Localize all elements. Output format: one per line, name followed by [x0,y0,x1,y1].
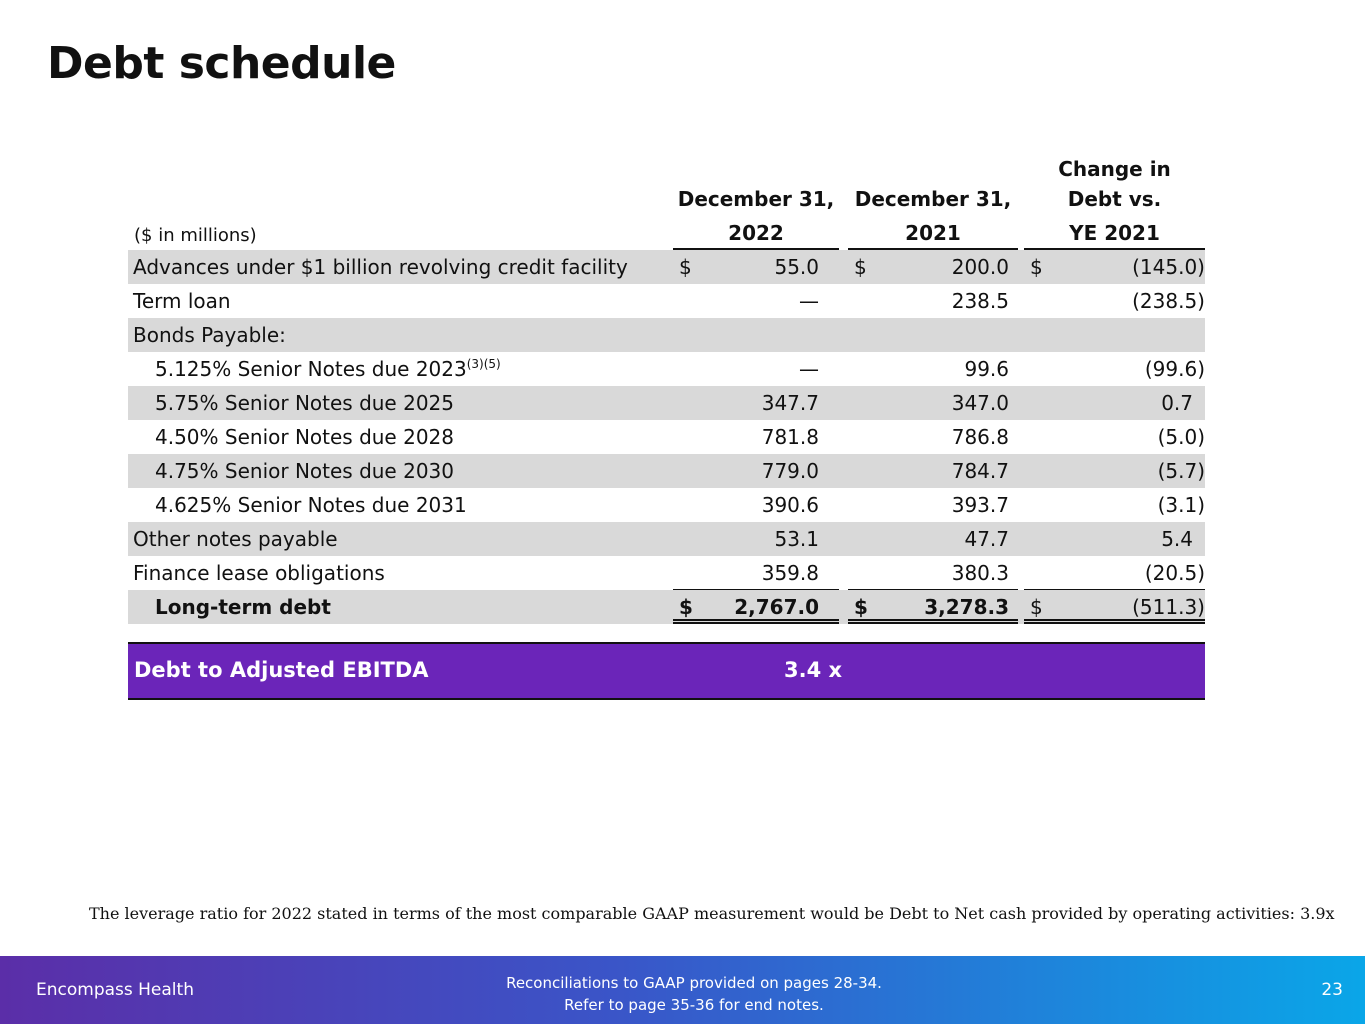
total-double-rule [673,619,839,624]
value-2021: 784.7 [951,459,1009,483]
col-2022-header: December 31, 2022 [677,187,835,245]
currency-symbol: $ [679,595,693,619]
currency-symbol: $ [679,255,692,279]
row-label: Advances under $1 billion revolving credit facility [133,255,628,279]
value-2021: 238.5 [951,289,1009,313]
value-change: (20.5) [1144,561,1205,585]
value-change: 0.7 [1161,391,1193,415]
units-label: ($ in millions) [134,225,257,246]
value-change: (99.6) [1144,357,1205,381]
ebitda-value: 3.4 x [784,658,843,682]
value-2021: 47.7 [964,527,1009,551]
value-2021: 380.3 [951,561,1009,585]
table-row [128,454,1205,488]
table-row [128,488,1205,522]
value-2022: — [799,289,819,313]
col-2021-header: December 31, 2021 [854,187,1012,245]
total-row [128,590,1205,624]
total-double-rule [1024,619,1205,624]
table-header [128,150,1205,250]
total-change: (511.3) [1132,595,1205,619]
row-label: Term loan [133,289,231,313]
value-change: (5.0) [1157,425,1205,449]
value-change: (238.5) [1132,289,1205,313]
value-2022: 779.0 [761,459,819,483]
currency-symbol: $ [854,595,868,619]
table-row [128,318,1205,352]
row-label: 4.50% Senior Notes due 2028 [155,425,454,449]
debt-table [128,150,1205,624]
value-2022: 359.8 [761,561,819,585]
total-label: Long-term debt [155,595,331,619]
value-2021: 786.8 [951,425,1009,449]
value-2022: — [799,357,819,381]
leverage-note: The leverage ratio for 2022 stated in terms of the most comparable GAAP measurement would be Debt to Net cash provided by operating activities: 3.9x [89,904,1335,923]
value-change: (5.7) [1157,459,1205,483]
footer-bar [0,956,1365,1024]
footer-line-2: Refer to page 35-36 for end notes. [564,996,824,1014]
value-2021: 393.7 [951,493,1009,517]
total-2022: 2,767.0 [734,595,819,619]
value-2021: 347.0 [951,391,1009,415]
ebitda-banner [128,642,1205,700]
table-row [128,250,1205,284]
footer-notes [444,972,944,1016]
total-double-rule [848,619,1018,624]
value-2022: 390.6 [761,493,819,517]
col-change-header: Change in Debt vs. YE 2021 [1058,157,1171,245]
page-title: Debt schedule [47,38,396,89]
page-number: 23 [1321,980,1343,1000]
row-label: Finance lease obligations [133,561,385,585]
value-2022: 53.1 [774,527,819,551]
footer-line-1: Reconciliations to GAAP provided on pages 28-34. [506,974,882,992]
table-row [128,522,1205,556]
currency-symbol: $ [854,255,867,279]
value-change: 5.4 [1161,527,1193,551]
row-label: 4.625% Senior Notes due 2031 [155,493,467,517]
endnote-ref: (3)(5) [466,357,501,371]
value-2022: 55.0 [774,255,819,279]
ebitda-label: Debt to Adjusted EBITDA [134,658,429,682]
row-label: 5.75% Senior Notes due 2025 [155,391,454,415]
row-label: Other notes payable [133,527,338,551]
value-2021: 200.0 [951,255,1009,279]
value-change: (3.1) [1157,493,1205,517]
row-label: 5.125% Senior Notes due $2023^{(3)(5)}$ [155,357,501,381]
brand-name: Encompass Health [36,980,194,1000]
total-2021: 3,278.3 [924,595,1009,619]
currency-symbol: $ [1030,595,1043,619]
value-change: (145.0) [1132,255,1205,279]
row-label: 4.75% Senior Notes due 2030 [155,459,454,483]
value-2021: 99.6 [964,357,1009,381]
table-row [128,386,1205,420]
value-2022: 781.8 [761,425,819,449]
table-row [128,556,1205,590]
table-row [128,284,1205,318]
table-row [128,420,1205,454]
table-row [128,352,1205,386]
currency-symbol: $ [1030,255,1043,279]
value-2022: 347.7 [761,391,819,415]
row-label: Bonds Payable: [133,323,286,347]
